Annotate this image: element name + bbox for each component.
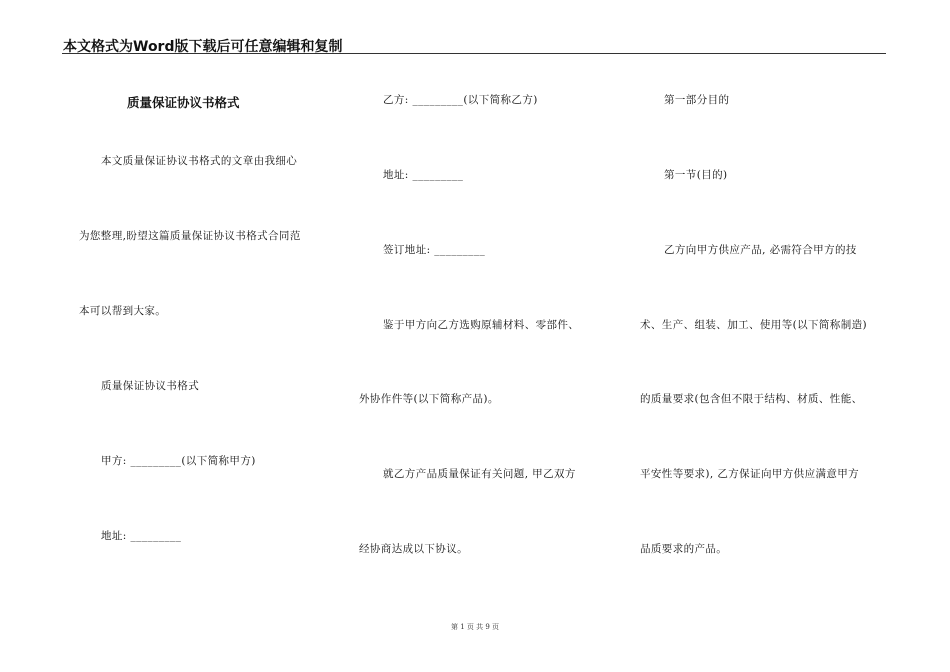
section-heading: 质量保证协议书格式 (101, 380, 200, 392)
paragraph-line: 外协作件等(以下简称产品)。 (359, 393, 499, 405)
party-a-address-line: 地址: _________ (101, 530, 182, 542)
paragraph-line: 术、生产、组装、加工、使用等(以下简称制造) (640, 319, 867, 331)
document-header: 本文格式为Word版下载后可任意编辑和复制 (63, 39, 343, 55)
party-a-line: 甲方: _________(以下简称甲方) (101, 455, 256, 467)
paragraph-line: 就乙方产品质量保证有关问题, 甲乙双方 (383, 468, 576, 480)
section-heading: 第一节(目的) (664, 169, 728, 181)
paragraph-line: 的质量要求(包含但不限于结构、材质、性能、 (640, 393, 863, 405)
paragraph-line: 平安性等要求), 乙方保证向甲方供应满意甲方 (640, 468, 860, 480)
paragraph-line: 本可以帮到大家。 (79, 305, 167, 317)
paragraph-line: 为您整理,盼望这篇质量保证协议书格式合同范 (79, 230, 301, 242)
page-footer: 第 1 页 共 9 页 (450, 623, 500, 631)
paragraph-line: 鉴于甲方向乙方选购原辅材料、零部件、 (383, 319, 580, 331)
part-heading: 第一部分目的 (664, 94, 730, 106)
party-b-line: 乙方: _________(以下简称乙方) (383, 94, 538, 106)
paragraph-line: 乙方向甲方供应产品, 必需符合甲方的技 (664, 244, 857, 256)
paragraph-line: 品质要求的产品。 (640, 543, 728, 555)
header-divider (62, 53, 886, 54)
document-title: 质量保证协议书格式 (127, 95, 240, 110)
party-b-address-line: 地址: _________ (383, 169, 464, 181)
paragraph-line: 本文质量保证协议书格式的文章由我细心 (101, 155, 298, 167)
signing-address-line: 签订地址: _________ (383, 244, 486, 256)
paragraph-line: 经协商达成以下协议。 (359, 543, 468, 555)
